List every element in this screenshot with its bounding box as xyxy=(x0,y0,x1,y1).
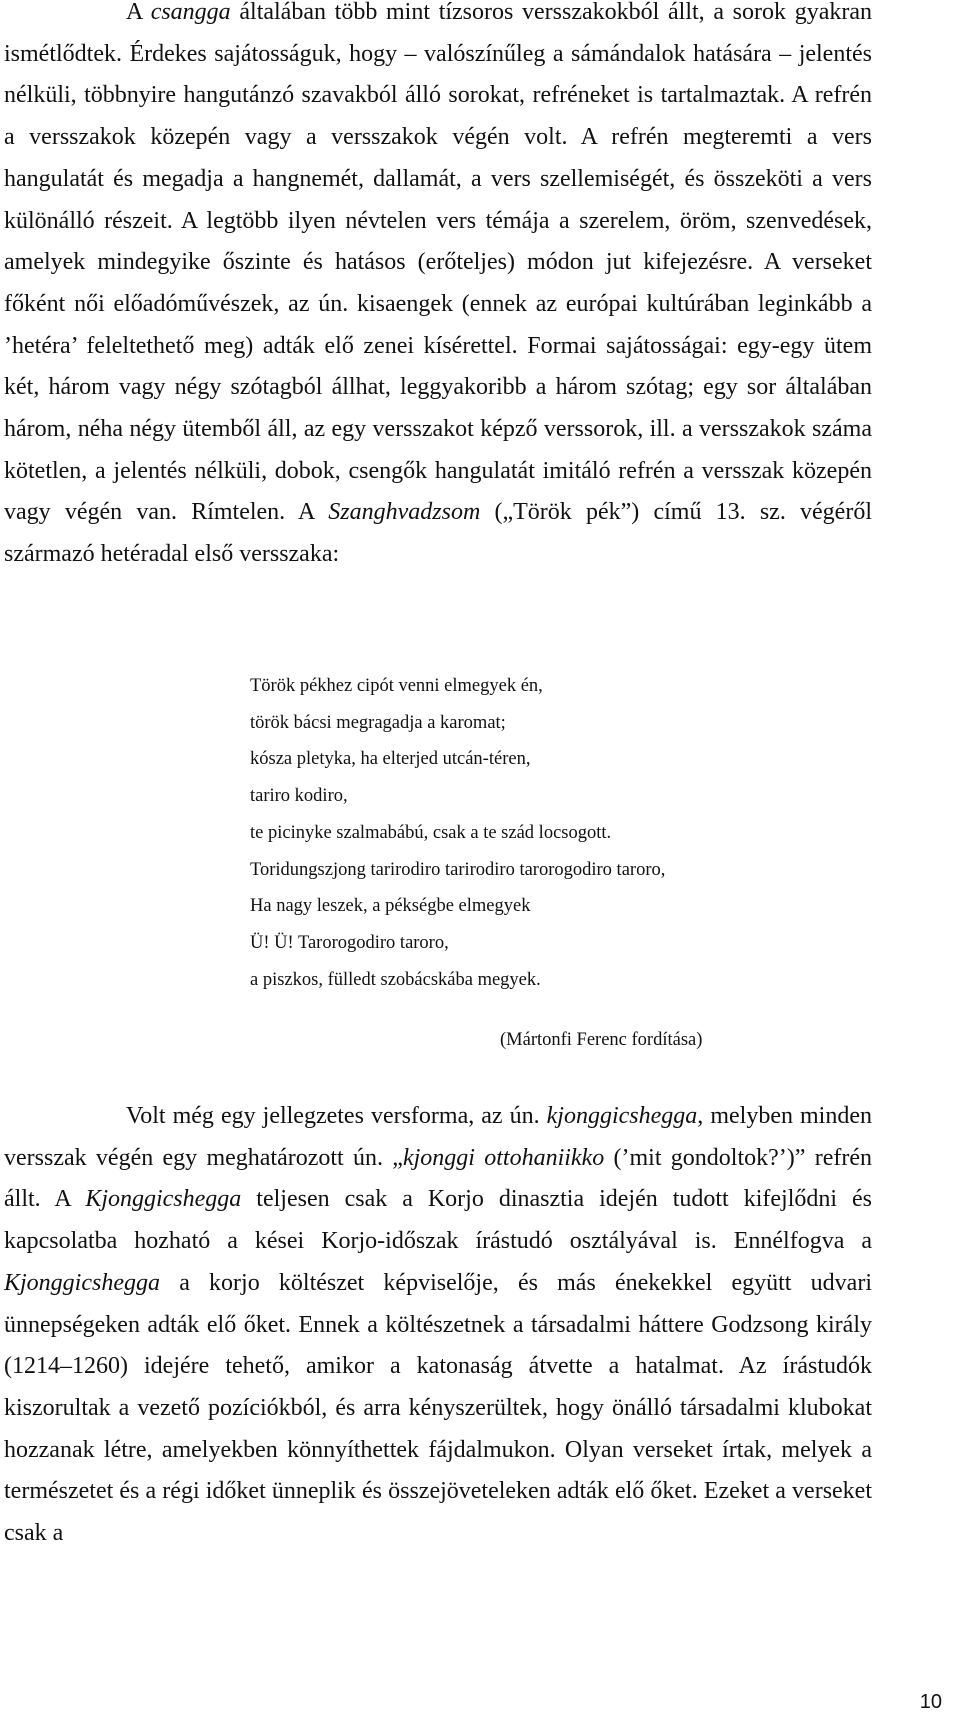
poem-line: te picinyke szalmabábú, csak a te szád locsogott. xyxy=(250,822,612,843)
poem-line: Török pékhez cipót venni elmegyek én, xyxy=(250,676,543,696)
text-run: , melyben minden versszak végén egy meghatározott ún. „ xyxy=(4,1103,872,1171)
text-run: („Török pék”) című 13. sz. végéről származó hetéradal első versszaka: xyxy=(4,499,872,568)
italic-title: Szanghvadzsom xyxy=(328,499,481,526)
text-run: (’mit gondoltok?’)” refrén állt. A xyxy=(4,1144,872,1213)
poem-stanza xyxy=(250,668,770,998)
page-number: 10 xyxy=(919,1691,942,1713)
italic-term: kjonggicshegga xyxy=(546,1103,698,1129)
translator-credit: (Mártonfi Ferenc fordítása) xyxy=(500,1030,703,1050)
text-run: a korjo költészet képviselője, és más énekekkel együtt udvari ünnepségeken adták elő őket. Ennek a költészetnek a társadalmi háttere Godzsong király (1214–1260) idejére tehető, amikor a katonaság átvette a hatalmat. Az írástudók kiszorultak a vezető pozíciókból, és arra kényszerültek, hogy önálló társadalmi klubokat hozzanak létre, amelyekben könnyíthettek fájdalmukon. Olyan verseket írtak, melyek a természetet és a régi időket ünneplik és összejöveteleken adták elő őket. Ezeket a verseket csak a xyxy=(4,1269,872,1547)
poem-line: Toridungszjong tarirodiro tarirodiro tarorogodiro taroro, xyxy=(250,859,666,880)
poem-line: Ha nagy leszek, a pékségbe elmegyek xyxy=(250,896,531,917)
italic-term: csangga xyxy=(150,0,231,25)
text-run: Volt még egy jellegzetes versforma, az ún. xyxy=(126,1103,547,1129)
poem-line: tariro kodiro, xyxy=(250,786,348,807)
poem-line: Ü! Ü! Tarorogodiro taroro, xyxy=(250,932,449,953)
text-run: általában több mint tízsoros versszakokból állt, a sorok gyakran ismétlődtek. Érdekes sajátosságuk, hogy – valószínűleg a sámándalok hatására – jelentés nélküli, többnyire hangutánzó szavakból álló sorokat, refréneket is tartalmaztak. A refrén a versszakok közepén vagy a versszakok végén volt. A refrén megteremti a vers hangulatát és megadja a hangnemét, dallamát, a vers szellemiségét, és összeköti a vers különálló részeit. A legtöbb ilyen névtelen vers témája a szerelem, öröm, szenvedések, amelyek mindegyike őszinte és hatásos (erőteljes) módon jut kifejezésre. A verseket főként női előadóművészek, az ún. kisaengek (ennek az európai kultúrában leginkább a ’hetéra’ feleltethető meg) adták elő zenei kísérettel. Formai sajátosságai: egy-egy ütem két, három vagy négy szótagból állhat, leggyakoribb a három szótag; egy sor általában három, néha négy ütemből áll, az egy versszakot képző verssorok, ill. a versszakok száma kötetlen, a jelentés nélküli, dobok, csengők hangulatát imitáló refrén a versszak közepén vagy végén van. Rímtelen. A xyxy=(4,0,872,526)
paragraph-kjonggicshegga xyxy=(4,1096,872,1555)
poem-line: kósza pletyka, ha elterjed utcán-téren, xyxy=(250,749,531,770)
text-run: teljesen csak a Korjo dinasztia idején tudott kifejlődni és kapcsolatba hozható a kései Korjo-időszak írástudó osztályával is. Ennélfogva a xyxy=(4,1186,873,1255)
poem-line: a piszkos, fülledt szobácskába megyek. xyxy=(250,969,541,990)
italic-term: Kjonggicshegga xyxy=(4,1269,160,1296)
text-run: A xyxy=(126,0,151,25)
italic-term: kjonggi ottohaniikko xyxy=(402,1144,605,1171)
paragraph-csangga xyxy=(4,0,872,576)
poem-line: török bácsi megragadja a karomat; xyxy=(250,712,506,733)
italic-term: Kjonggicshegga xyxy=(85,1186,242,1213)
